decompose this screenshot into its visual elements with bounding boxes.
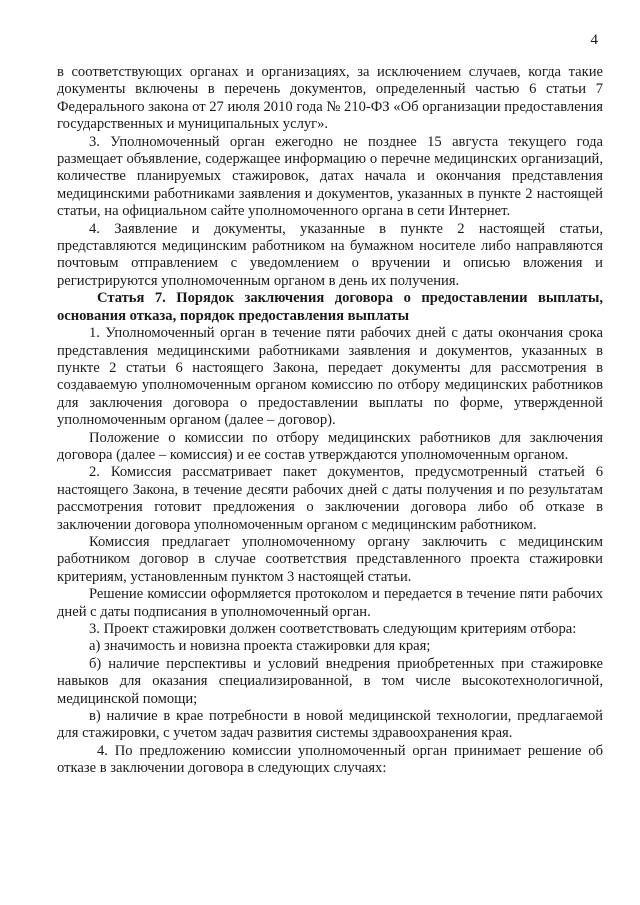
article-7-title: Статья 7. Порядок заключения договора о предоставлении выплаты, основания отказа, порядок предоставления выплаты (57, 290, 603, 324)
criterion-a: а) значимость и новизна проекта стажировки для края; (89, 638, 431, 655)
commission-decision-paragraph: Решение комиссии оформляется протоколом и передается в течение пяти рабочих дней с даты подписания в уполномоченный орган. (57, 586, 603, 620)
commission-proposal-paragraph: Комиссия предлагает уполномоченному органу заключить с медицинским работником договор в случае соответствия представленного проекта стажировки критериям, установленным пунктом 3 настоящей статьи. (57, 533, 603, 585)
article-7-item-3: 3. Проект стажировки должен соответствовать следующим критериям отбора: (89, 621, 577, 637)
document-body (57, 64, 603, 778)
paragraph-item-3: 3. Уполномоченный орган ежегодно не позднее 15 августа текущего года размещает объявление, содержащее информацию о перечне медицинских организаций, количестве планируемых стажировок, датах начала и окончания представления медицинскими работниками заявления и документов, указанных в пункте 2 настоящей статьи, на официальном сайте уполномоченного органа в сети Интернет. (57, 133, 603, 220)
criterion-b: б) наличие перспективы и условий внедрения приобретенных при стажировке навыков для оказания специализированной, в том числе высокотехнологичной, медицинской помощи; (57, 655, 603, 707)
criterion-c: в) наличие в крае потребности в новой медицинской технологии, предлагаемой для стажировки, с учетом задач развития системы здравоохранения края. (57, 708, 603, 742)
paragraph-item-4: 4. Заявление и документы, указанные в пункте 2 настоящей статьи, представляются медицинским работником на бумажном носителе либо направляются почтовым отправлением с уведомлением о вручении и описью вложения и регистрируются уполномоченным органом в день их получения. (57, 220, 603, 289)
paragraph-continuation: в соответствующих органах и организациях, за исключением случаев, когда такие документы включены в перечень документов, определенный частью 6 статьи 7 Федерального закона от 27 июля 2010 года № 210-ФЗ «Об организации предоставления государственных и муниципальных услуг». (57, 64, 603, 133)
article-7-item-4: 4. По предложению комиссии уполномоченный орган принимает решение об отказе в заключении договора в следующих случаях: (57, 742, 603, 777)
commission-regulation-paragraph: Положение о комиссии по отбору медицинских работников для заключения договора (далее – комиссия) и ее состав утверждаются уполномоченным органом. (57, 429, 603, 463)
article-7-item-2: 2. Комиссия рассматривает пакет документов, предусмотренный статьей 6 настоящего Закона, в течение десяти рабочих дней с даты получения и по результатам рассмотрения готовит предложения о заключении договора либо об отказе в заключении договора уполномоченным органом с медицинским работником. (57, 464, 603, 533)
page-number: 4 (590, 32, 598, 48)
article-7-item-1: 1. Уполномоченный орган в течение пяти рабочих дней с даты окончания срока представления медицинскими работниками заявления и документов, указанных в пункте 2 статьи 6 настоящего Закона, передает документы для рассмотрения в создаваемую уполномоченным органом комиссию по отбору медицинских работников для заключения договора о предоставлении выплаты по форме, утвержденной уполномоченным органом (далее – договор). (57, 325, 603, 429)
